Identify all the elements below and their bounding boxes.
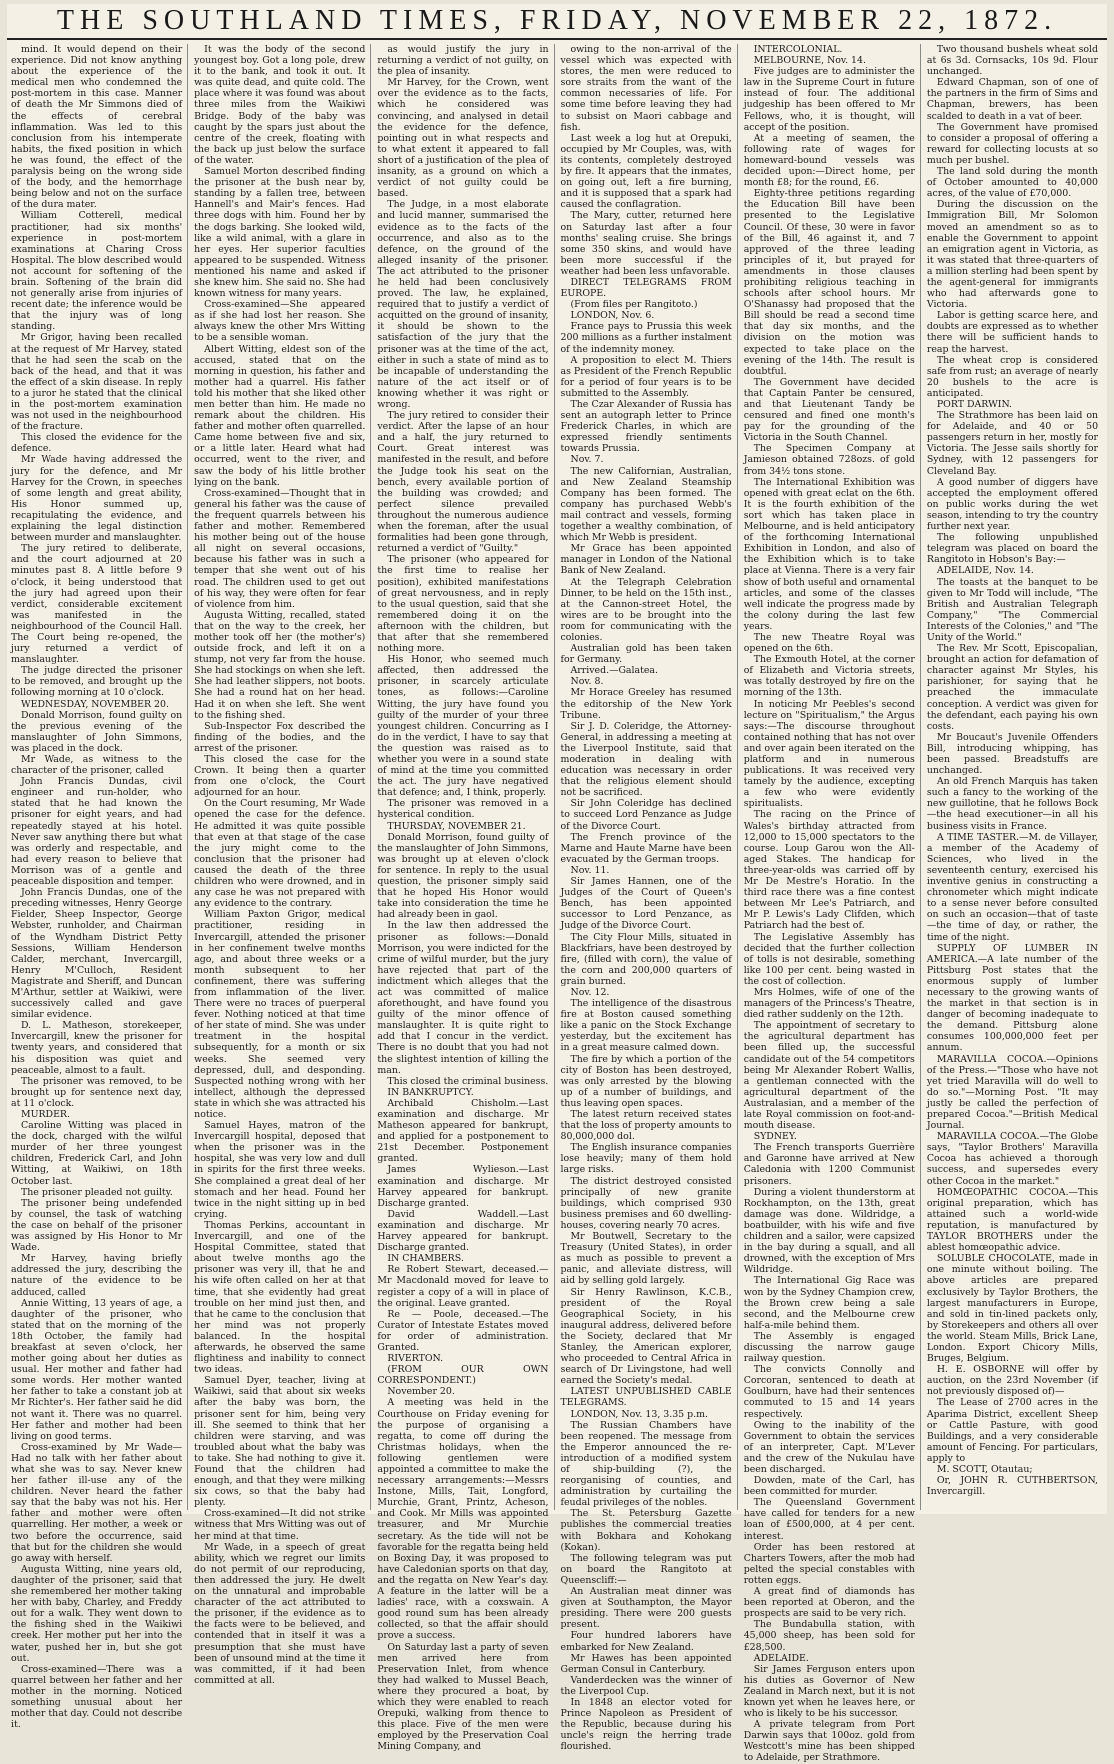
paragraph: Sir Henry Rawlinson, K.C.B., president of the Royal Geographical Society, in his inaugural address, delivered before the Society, declared that Mr Stanley, the American explorer, who proceeded to Central Africa in search of Dr Livingstone, had well earned the Society's medal. (560, 1286, 732, 1387)
paragraph: The following telegram was put on board the Rangitoto at Queenscliff:— (560, 1552, 732, 1586)
paragraph: M. SCOTT, Otautau; (936, 1464, 1033, 1475)
paragraph: The prisoner was removed in a hysterical condition. (377, 798, 549, 821)
paragraph: Nov. 11. (570, 864, 610, 876)
paragraph: On Saturday last a party of seven men arrived here from Preservation Inlet, from whence they had walked to Mussel Beach, where they procured a boat, by which they were enabled to reach Orepuki, walking from thence to this place. Five of the men were employed by the Preservation Coal Mining Company, and (377, 1641, 549, 1753)
paragraph: John Francis Dundas, civil engineer and run-holder, who stated that he had known the prisoner for eight years, and had repeatedly stayed at his hotel. Never saw anything there but what was orderly and respectable, and had every reason to believe that Morrison was of a gentle and peaceable disposition and temper. (11, 776, 183, 888)
paragraph: IN CHAMBERS. (387, 1253, 464, 1265)
paragraph: Five judges are to administer the law in the Supreme Court in future instead of four. The additional judgeship has been offered to Mr Fellows, who, it is thought, will accept of the position. (743, 66, 915, 133)
newspaper-page (7, 4, 1107, 1764)
paragraph: The wheat crop is considered safe from rust; an average of nearly 20 bushels to the acre is anticipated. (926, 354, 1099, 399)
column-2 (194, 44, 371, 1686)
paragraph: MURDER. (21, 1109, 70, 1120)
paragraph: James Wylieson.—Last examination and discharge. Mr Harvey appeared for bankrupt. Discharge granted. (377, 1164, 549, 1209)
paragraph: The Bundabulla station, with 45,000 sheep, has been sold for £28,500. (743, 1619, 915, 1653)
paragraph: During a violent thunderstorm at Rockhampton, on the 13th, great damage was done. Wildridge, a boatbuilder, with his wife and five children and a sailor, were capsized in the bay during a squall, and all drowned, with the exception of Mrs Wildridge. (743, 1186, 915, 1276)
paragraph: The prisoner (who appeared for the first time to realise her position), exhibited manifestations of great nervousness, and in reply to the usual question, said that she remembered doing it on the afternoon with the children, but that after that she remembered nothing more. (377, 554, 549, 655)
paragraph: The Russian Chambers have been reopened. The message from the Emperor announced the re-introduction of a modified system of ship-building (?), the reorganising of counties, and administration by curtailing the feudal privileges of the nobles. (560, 1419, 732, 1509)
paragraph: The Strathmore has been laid on for Adelaide, and 40 or 50 passengers return in her, mostly for Victoria. The Jesse sails shortly for Sydney, with 12 passengers for Cleveland Bay. (926, 410, 1099, 477)
paragraph: LATEST UNPUBLISHED CABLE TELEGRAMS. (560, 1386, 732, 1409)
paragraph: The Queensland Government have called for tenders for a new loan of £500,000, at 4 per cent. interest. (743, 1497, 915, 1542)
paragraph: The Specimen Company at Jamieson obtained 728ozs. of gold from 34½ tons stone. (743, 443, 915, 477)
paragraph: Mr Boutwell, Secretary to the Treasury (United States), in order as much as possible to prevent a panic, and alleviate distress, will aid by selling gold largely. (560, 1231, 732, 1287)
paragraph: In the law then addressed the prisoner as follows:—Donald Morrison, you were indicted for the crime of wilful murder, but the jury have rejected that part of the indictment which alleges that the act was committed of malice aforethought, and have found you guilty of the minor offence of manslaughter. It is quite right to add that I concur in the verdict. There is no doubt that you had not the slightest intention of killing the man. (377, 920, 549, 1076)
paragraph: Mr Wade, in a speech of great ability, which we regret our limits do not permit of our reproducing, then addressed the jury. He dwelt on the unnatural and improbable character of the act attributed to the prisoner, if the evidence as to the facts were to be believed, and contended that in itself it was a presumption that she must have been of unsound mind at the time it was committed, if it had been committed at all. (194, 1541, 366, 1686)
paragraph: LONDON, Nov. 6. (570, 310, 655, 322)
paragraph: Sir John Coleridge has declined to succeed Lord Penzance as Judge of the Divorce Court. (560, 798, 732, 832)
paragraph: The fire by which a portion of the city of Boston has been destroyed, was only arrested by the blowing up of a number of buildings, and thus leaving open spaces. (560, 1053, 732, 1109)
paragraph: The toasts at the banquet to be given to Mr Todd will include, "The British and Australian Telegraph Company," "The Commercial Interests of the Colonies," and "The Unity of the World." (926, 576, 1099, 643)
paragraph: Mr Boucaut's Juvenile Offenders Bill, introducing whipping, has been passed. Breadstuffs are unchanged. (926, 731, 1099, 777)
paragraph: Thomas Perkins, accountant in Invercargill, and one of the Hospital Committee, stated that about twelve months ago the prisoner was very ill, that he and his wife often called on her at that time, that she evidently had great trouble on her mind just then, and that he came to the conclusion that her mind was not properly balanced. In the hospital afterwards, he observed the same flightiness and inability to connect two ideas. (194, 1219, 366, 1376)
paragraph: A great find of diamonds has been reported at Oberon, and the prospects are said to be very rich. (743, 1586, 915, 1620)
paragraph: Mr Grace has been appointed manager in London of the National Bank of New Zealand. (560, 543, 732, 577)
paragraph: Sir James Ferguson enters upon his duties as Governor of New Zealand in March next, but it is not known yet when he leaves here, or who is likely to be his successor. (743, 1663, 915, 1720)
paragraph: An Australian meat dinner was given at Southampton, the Mayor presiding. There were 200 guests present. (560, 1586, 732, 1631)
paragraph: The convicts Connolly and Corcoran, sentenced to death at Goulburn, have had their sentences commuted to 15 and 14 years respectively. (743, 1364, 915, 1420)
column-6 (927, 44, 1103, 1510)
paragraph: MELBOURNE, Nov. 14. (753, 55, 866, 67)
paragraph: During the discussion on the Immigration Bill, Mr Solomon moved an amendment so as to enable the Government to appoint an emigration agent in Victoria, as it was stated that three-quarters of a million sterling had been spent by the agent-general for immigrants who had afterwards gone to Victoria. (926, 199, 1099, 311)
paragraph: Annie Witting, 13 years of age, a daughter of the prisoner, who stated that on the morning of the 18th October, the family had breakfast at seven o'clock, her mother going about her duties as usual. Her mother and father had some words. Her mother wanted her father to take a constant job at Mr Richter's. Her father said he did not want it. There was no quarrel. Her father and mother had been living on good terms. (11, 1297, 183, 1442)
paragraph: Mr Grigor, having been recalled at the request of Mr Harvey, stated that he had seen the scab on the back of the head, and that it was the effect of a skin disease. In reply to a juror he stated that the clinical in the post-mortem examination was not used in the neighbourhood of the fracture. (11, 332, 183, 433)
paragraph: William Cotterell, medical practitioner, had six months' experience in post-mortem examinations at Charing Cross Hospital. The blow described would not account for softening of the brain. Softening of the brain did not generally arise from injuries of recent date; the inference would be that the injury was of long standing. (11, 210, 183, 333)
paragraph: SYDNEY. (753, 1131, 797, 1143)
paragraph: LONDON, Nov. 13, 3.35 p.m. (570, 1408, 708, 1420)
paragraph: Re Robert Stewart, deceased.—Mr Macdonald moved for leave to register a copy of a will in place of the original. Leave granted. (377, 1264, 549, 1309)
paragraph: Or, JOHN R. CUTHBERTSON, Invercargill. (926, 1475, 1099, 1498)
paragraph: Donald Morrison, found guilty on the previous evening of the manslaughter of John Simmons, was placed in the dock. (11, 709, 183, 754)
paragraph: In noticing Mr Peebles's second lecture on "Spiritualism," the Argus says:—The discourse throughout contained nothing that has not over and over again been iterated on the platform and in numerous publications. It was received very tamely by the audience, excepting a few who were evidently spiritualists. (743, 698, 915, 810)
paragraph: SUPPLY OF LUMBER IN AMERICA.—A late number of the Pittsburg Post states that the enormous supply of lumber necessary to the growing wants of the market in that section is in danger of becoming inadequate to the demand. Pittsburg alone consumes 100,000,000 feet per annum. (926, 942, 1099, 1054)
paragraph: France pays to Prussia this week 200 millions as a further instalment of the indemnity money. (560, 321, 732, 355)
paragraph: Mr Horace Greeley has resumed the editorship of the New York Tribune. (560, 687, 732, 721)
paragraph: An old French Marquis has taken such a fancy to the working of the new guillotine, that he follows Bock—the head executioner—in all his business visits in France. (926, 776, 1099, 832)
columns (11, 44, 1103, 1764)
paragraph: The land sold during the month of October amounted to 40,000 acres, of the value of £70,000. (926, 166, 1099, 200)
paragraph: PORT DARWIN. (936, 399, 1013, 410)
paragraph: Cross-examined—There was a quarrel between her father and her mother in the morning. Noticed something unusual about her mother that day. Could not describe it. (11, 1663, 183, 1731)
paragraph: WEDNESDAY, NOVEMBER 20. (21, 698, 169, 710)
paragraph: RIVERTON. (387, 1353, 444, 1365)
paragraph: The Government have decided that Captain Panter be censured, and that Lieutenant Tandy be censured and fined one month's pay for the grounding of the Victoria in the South Channel. (743, 376, 915, 444)
paragraph: The International Gig Race was won by the Sydney Champion crew, the Brown crew being a sale second, and the Melbourne crew half-a-mile behind them. (743, 1275, 915, 1331)
paragraph: The Czar Alexander of Russia has sent an autograph letter to Prince Frederick Charles, in which are expressed friendly sentiments towards Prussia. (560, 399, 732, 455)
paragraph: Samuel Dyer, teacher, living at Waikiwi, said that about six weeks after the baby was born, the prisoner sent for him, being very ill. She seemed to think that her children were starving, and was troubled about what the baby was to take. She had nothing to give it. Found that the children had enough, and that they were milking six cows, so that the baby had plenty. (194, 1375, 366, 1509)
paragraph: The Exmouth Hotel, at the corner of Elizabeth and Victoria streets, was totally destroyed by fire on the morning of the 13th. (743, 654, 915, 699)
paragraph: John Francis Dundas, one of the preceding witnesses, Henry George Fielder, Sheep Inspector, George Webster, runholder, and Chairman of the Wyndham District Petty Sessions, William Henderson Calder, merchant, Invercargill, Henry M'Culloch, Resident Magistrate and Sheriff, and Duncan M'Arthur, settler at Waikiwi, were successively called and gave similar evidence. (11, 887, 183, 1021)
paragraph: The Mary, cutter, returned here on Saturday last after a four months' sealing cruise. She brings some 350 skins, and would have been more successful if the weather had been less unfavorable. (560, 210, 732, 277)
paragraph: The jury retired to deliberate, and the court adjourned at 20 minutes past 8. A little before 9 o'clock, it being understood that the jury had agreed upon their verdict, considerable excitement was manifested in the neighbourhood of the Council Hall. The Court being re-opened, the jury returned a verdict of manslaughter. (11, 543, 183, 666)
paragraph: The district destroyed consisted principally of new granite buildings, which comprised 930 business premises and 60 dwelling-houses, covering nearly 70 acres. (560, 1175, 732, 1231)
paragraph: ADELAIDE. (753, 1652, 809, 1664)
paragraph: Labor is getting scarce here, and doubts are expressed as to whether there will be sufficient hands to reap the harvest. (926, 310, 1099, 355)
paragraph: Augusta Witting, recalled, stated that on the way to the creek, her mother took off her (the mother's) outside frock, and left it on a stump, not very far from the house. She had stockings on when she left. She had leather slippers, not boots. She had a round hat on her head. Had it on when she left. She went to the fishing shed. (194, 609, 366, 721)
paragraph: Vanderdecken was the winner of the Liverpool Cup. (560, 1674, 732, 1697)
paragraph: The appointment of secretary to the agricultural department has been filled up, the successful candidate out of the 54 competitors being Mr Alexander Robert Wallis, a gentleman connected with the agricultural department of the Australasian, and a member of the late Royal commission on foot-and-mouth disease. (743, 1020, 915, 1132)
paragraph: The English insurance companies lose heavily; many of them hold large risks. (560, 1142, 732, 1176)
paragraph: Sub-Inspector Fox described the finding of the bodies, and the arrest of the prisoner. (194, 720, 366, 754)
paragraph: Re — Poole, deceased.—The Curator of Intestate Estates moved for order of administration. Granted. (377, 1308, 549, 1353)
paragraph: The Lease of 2700 acres in the Aparima District, excellent Sheep or Cattle Pasture, with good Buildings, and a very considerable amount of Fencing. For particulars, apply to (926, 1397, 1099, 1464)
paragraph: His Honor, who seemed much affected, then addressed the prisoner, in scarcely articulate tones, as follows:—Caroline Witting, the jury have found you guilty of the murder of your three youngest children. Concurring as I do in the verdict, I have to say that the question was raised as to whether you were in a sound state of mind at the time you committed the act. The jury have negatived that defence; and, I think, properly. (377, 654, 549, 799)
paragraph: The latest return received states that the loss of property amounts to 80,000,000 dol. (560, 1109, 732, 1143)
paragraph: Order has been restored at Charters Towers, after the mob had pelted the special constables with rotten eggs. (743, 1541, 915, 1586)
paragraph: Sir James Hannen, one of the Judges of the Court of Queen's Bench, has been appointed successor to Lord Penzance, as Judge of the Divorce Court. (560, 876, 732, 932)
paragraph: The new Californian, Australian, and New Zealand Steamship Company has been formed. The company has purchased Webb's mail contract and vessels, forming together a wealthy combination, of which Mr Webb is president. (560, 465, 732, 544)
paragraph: The following unpublished telegram was placed on board the Rangitoto in Hobson's Bay:— (926, 532, 1099, 566)
paragraph: Eighty-three petitions regarding the Education Bill have been presented to the Legislative Council. Of these, 30 were in favor of the Bill, 46 against it, and 7 approved of the three leading principles of it, but prayed for amendments in those clauses prohibiting religious teaching in schools after school hours. Mr O'Shanassy had proposed that the Bill should be read a second time that day six months, and the division on the motion was expected to take place on the evening of the 14th. The result is doubtful. (743, 188, 915, 377)
paragraph: The prisoner pleaded not guilty. (21, 1186, 173, 1198)
paragraph: November 20. (387, 1386, 455, 1398)
paragraph: Cross-examined—It did not strike witness that Mrs Witting was out of her mind at that time. (194, 1508, 366, 1542)
paragraph: Caroline Witting was placed in the dock, charged with the wilful murder of her three youngest children, Frederick Carl, and John Witting, at Waikiwi, on 18th October last. (11, 1120, 183, 1187)
paragraph: Edward Chapman, son of one of the partners in the firm of Sims and Chapman, brewers, has been scalded to death in a vat of beer. (926, 77, 1099, 122)
paragraph: Mr Harvey, for the Crown, went over the evidence as to the facts, which he considered was convincing, and analysed in detail the evidence for the defence, pointing out in what respects and to what extent it appeared to fall short of a justification of the plea of insanity, as a ground on which a verdict of not guilty could be based. (377, 77, 549, 200)
paragraph: Cross-examined by Mr Wade—Had no talk with her father about what she was to say. Never knew her father ill-use any of the children. Never heard the father say that the baby was not his. Her father and mother were often quarrelling. Her mother, a week or two before the occurrence, said that but for the children she would go away with herself. (11, 1441, 183, 1564)
paragraph: INTERCOLONIAL. (753, 44, 843, 55)
paragraph: Nov. 7. (570, 454, 604, 466)
paragraph: Donald Morrison, found guilty of the manslaughter of John Simmons, was brought up at eleven o'clock for sentence. In reply to the usual question, the prisoner simply said that he hoped His Honor would take into consideration the time he had already been in gaol. (377, 831, 549, 921)
paragraph: MARAVILLA COCOA.—Opinions of the Press.—"Those who have not yet tried Maravilla will do well to do so."—Morning Post. "It may justly be called the perfection of prepared Cocoa."—British Medical Journal. (926, 1053, 1099, 1132)
paragraph: mind. It would depend on their experience. Did not know anything about the experience of the medical men who condemned the post-mortem in this case. Manner of death the Mr Simmons died of the effects of cerebral inflammation. Was led to this conclusion from his intemperate habits, the fixed position in which he was found, the effect of the paralysis being on the wrong side of the body, and the hemorrhage being below and not on the surface of the dura mater. (11, 44, 183, 211)
paragraph: The City Flour Mills, situated in Blackfriars, have been destroyed by fire, (filled with corn), the value of the corn and 200,000 quarters of grain burned. (560, 931, 732, 987)
paragraph: Last week a log hut at Orepuki, occupied by Mr Couples, was, with its contents, completely destroyed by fire. It appears that the inmates, on going out, left a fire burning, and it is supposed that a spark had caused the conflagration. (560, 132, 732, 211)
paragraph: A TIME TASTER.—M. de Villayer, a member of the Academy of Sciences, who lived in the seventeenth century, exercised his inventive genius in constructing a chronometer which might indicate to a sense never before consulted on such an occasion—that of taste—the time of day, or rather, the time of the night. (926, 831, 1099, 943)
paragraph: Cross-examined—Thought that in general his father was the cause of the frequent quarrels between his father and mother. Remembered his mother being out of the house all night on several occasions, because his father was in such a temper that she went out of his road. The children used to get out of his way, they were often for fear of violence from him. (194, 487, 366, 610)
column-1 (11, 44, 188, 1731)
paragraph: Mrs Holmes, wife of one of the managers of the Princess's Theatre, died rather suddenly on the 12th. (743, 986, 915, 1021)
paragraph: Archibald Chisholm.—Last examination and discharge. Mr Matheson appeared for bankrupt, and applied for a postponement to 21st December. Postponement granted. (377, 1097, 549, 1165)
paragraph: IN BANKRUPTCY. (387, 1086, 474, 1098)
paragraph: The judge directed the prisoner to be removed, and brought up the following morning at 10 o'clock. (11, 665, 183, 699)
paragraph: This closed the case for the Crown. It being then a quarter from one o'clock, the Court adjourned for an hour. (194, 754, 366, 799)
paragraph: Nov. 12. (570, 986, 610, 998)
paragraph: The jury retired to consider their verdict. After the lapse of an hour and a half, the jury returned to Court. Great interest was manifested in the result, and before the Judge took his seat on the bench, every available portion of the building was crowded; and perfect silence prevailed throughout the numerous audience when the foreman, after the usual formalities had been gone through, returned a verdict of "Guilty." (377, 410, 549, 555)
paragraph: The St. Petersburg Gazette publishes the commercial treaties with Bokhara and Kohokang (Kokan). (560, 1508, 732, 1553)
paragraph: H. E. OSBORNE will offer by auction, on the 23rd November (if not previously disposed of)— (926, 1364, 1099, 1398)
paragraph: William Paxton Grigor, medical practitioner, residing in Invercargill, attended the prisoner in her confinement twelve months ago, and about three weeks or a month subsequent to her confinement, there was suffering from inflammation of the liver. There were no traces of puerperal fever. Nothing noticed at that time of her state of mind. She was under treatment in the hospital subsequently, for a month or six weeks. She seemed very depressed, dull, and desponding. Suspected nothing wrong with her intellect, although the depressed state in which she was attracted his notice. (194, 909, 366, 1120)
paragraph: ADELAIDE, Nov. 14. (936, 565, 1034, 577)
paragraph: David Waddell.—Last examination and discharge. Mr Harvey appeared for bankrupt. Discharge granted. (377, 1208, 549, 1254)
paragraph: (FROM OUR OWN CORRESPONDENT.) (377, 1364, 549, 1387)
paragraph: Arrived.—Galatea. (570, 665, 658, 677)
paragraph: The prisoner was removed, to be brought up for sentence next day, at 11 o'clock. (11, 1075, 183, 1109)
column-4 (560, 44, 738, 1753)
paragraph: Australian gold has been taken for Germany. (560, 643, 732, 666)
paragraph: It was the body of the second youngest boy. Got a long pole, drew it to the bank, and took it out. It was quite dead, and quite cold. The place where it was found was about three miles from the Waikiwi Bridge. Body of the baby was caught by the spars just about the centre of the creek, floating with the back up just below the surface of the water. (194, 44, 366, 166)
paragraph: Sir J. D. Coleridge, the Attorney-General, in addressing a meeting at the Liverpool Institute, said that moderation in dealing with education was necessary in order that the religious element should not be sacrificed. (560, 720, 732, 799)
paragraph: The French transports Guerrière and Garonne have arrived at New Caledonia with 1200 Communist prisoners. (743, 1142, 915, 1187)
paragraph: as would justify the jury in returning a verdict of not guilty, on the plea of insanity. (377, 44, 549, 78)
paragraph: The French province of the Marne and Haute Marne have been evacuated by the German troops. (560, 831, 732, 865)
paragraph: The Government have promised to consider a proposal of offering a reward for collecting locusts at so much per bushel. (926, 121, 1099, 166)
paragraph: A meeting was held in the Courthouse on Friday evening for the purpose of organising a regatta, to come off during the Christmas holidays, when the following gentlemen were appointed a committee to make the necessary arrangements:—Messrs Instone, Mills, Tait, Longford, Murchie, Grant, Printz, Acheson, and Cook. Mr Mills was appointed treasurer, and Mr Murchie secretary. As the tide will not be favorable for the regatta being held on Boxing Day, it was proposed to have Caledonian sports on that day, and the regatta on New Year's day. A feature in the latter will be a ladies' race, with a coxswain. A good round sum has been already collected, so that the affair should prove a success. (377, 1397, 549, 1642)
paragraph: Nov. 8. (570, 676, 604, 688)
paragraph: Cross-examined—She appeared as if she had lost her reason. She always knew the other Mrs Witting to be a sensible woman. (194, 299, 366, 344)
paragraph: Samuel Morton described finding the prisoner at the bush near by, standing by a fallen tree, between Hannell's and Mair's fences. Had three dogs with him. Found her by the dogs barking. She looked wild, like a wild animal, with a glare in her eyes. Her superior faculties appeared to be suspended. Witness mentioned his name and asked if she knew him. She said no. She had known witness for many years. (194, 166, 366, 300)
paragraph: A private telegram from Port Darwin says that 100oz. gold from Westcott's mine has been shipped to Adelaide, per Strathmore. (743, 1719, 915, 1764)
paragraph: D. L. Matheson, storekeeper, Invercargill, knew the prisoner for twenty years, and considered that his disposition was quiet and peaceable, almost to a fault. (11, 1020, 183, 1076)
paragraph: DIRECT TELEGRAMS FROM EUROPE. (560, 276, 732, 300)
paragraph: This closed the criminal business. (387, 1075, 549, 1087)
paragraph: On the Court resuming, Mr Wade opened the case for the defence. He admitted it was quite possible that even at that stage of the case the jury might come to the conclusion that the prisoner had caused the death of the three children who were drowned, and in any case he was not prepared with any evidence to the contrary. (194, 798, 366, 910)
paragraph: A good number of diggers have accepted the employment offered on public works during the wet season, intending to try the country further next year. (926, 476, 1099, 533)
paragraph: Mr Hawes has been appointed German Consul in Canterbury. (560, 1652, 732, 1675)
paragraph: HOMŒOPATHIC COCOA.—This original preparation, which has attained such a world-wide reputation, is manufactured by TAYLOR BROTHERS under the ablest homœopathic advice. (926, 1186, 1099, 1254)
paragraph: Owing to the inability of the Government to obtain the services of an interpreter, Capt. M'Lever and the crew of the Nukulau have been discharged. (743, 1419, 915, 1475)
paragraph: The Legislative Assembly has decided that the further collection of tolls is not desirable, something like 100 per cent. being wasted in the cost of collection. (743, 931, 915, 987)
paragraph: The International Exhibition was opened with great eclat on the 6th. It is the fourth exhibition of the sort which has taken place in Melbourne, and is held anticipatory of the forthcoming International Exhibition in London, and also of the Exhibition which is to take place at Vienna. There is a very fair show of both useful and ornamental articles, and some of the classes well indicate the progress made by the colony during the last few years. (743, 476, 915, 632)
paragraph: Mr Wade, as witness to the character of the prisoner, called (11, 754, 183, 777)
paragraph: Four hundred laborers have embarked for New Zealand. (560, 1630, 732, 1653)
paragraph: At a meeting of seamen, the following rate of wages for homeward-bound vessels was decided upon:—Direct home, per month £8; for the round, £6. (743, 132, 915, 189)
paragraph: Augusta Witting, nine years old, daughter of the prisoner, said that she remembered her mother taking her with baby, Charley, and Freddy out for a walk. They went down to the fishing shed in the Waikiwi creek. Her mother put her into the water, pushed her in, but she got out. (11, 1563, 183, 1664)
paragraph: At the Telegraph Celebration Dinner, to be held on the 15th inst., at the Cannon-street Hotel, the wires are to be brought into the room for communicating with the colonies. (560, 576, 732, 643)
paragraph: THURSDAY, NOVEMBER 21. (387, 820, 526, 832)
paragraph: Two thousand bushels wheat sold at 6s 3d. Cornsacks, 10s 9d. Flour unchanged. (926, 44, 1099, 78)
paragraph: The prisoner being undefended by counsel, the task of watching the case on behalf of the prisoner was assigned by His Honor to Mr Wade. (11, 1197, 183, 1254)
column-5 (743, 44, 921, 1764)
paragraph: Mr Harvey, having briefly addressed the jury, describing the nature of the evidence to be adduced, called (11, 1253, 183, 1298)
paragraph: The Assembly is engaged discussing the narrow gauge railway question. (743, 1330, 915, 1365)
paragraph: The new Theatre Royal was opened on the 6th. (743, 631, 915, 655)
paragraph: SOLUBLE CHOCOLATE, made in one minute without boiling. The above articles are prepared exclusively by Taylor Brothers, the largest manufacturers in Europe, and sold in tin-lined packets only, by Storekeepers and others all over the world. Steam Mills, Brick Lane, London. Export Chicory Mills, Bruges, Belgium. (926, 1253, 1099, 1365)
paragraph: A proposition to elect M. Thiers as President of the French Republic for a period of four years is to be submitted to the Assembly. (560, 354, 732, 399)
paragraph: The racing on the Prince of Wales's birthday attracted from 12,000 to 15,000 spectators to the course. Loup Garou won the All-aged Stakes. The handicap for three-year-olds was carried off by Mr De Mestre's Horatio. In the third race there was a fine contest between Mr Lee's Patriarch, and Mr P. Lewis's Lady Clifden, which Patriarch had the best of. (743, 809, 915, 932)
paragraph: Samuel Hayes, matron of the Invercargill hospital, deposed that when the prisoner was in the hospital, she was very low and dull in spirits for the first three weeks. She complained a great deal of her stomach and her head. Found her twice in the night sitting up in bed crying. (194, 1120, 366, 1220)
paragraph: The Judge, in a most elaborate and lucid manner, summarised the evidence as to the facts of the occurrence, and also as to the defence, on the ground of the alleged insanity of the prisoner. The act attributed to the prisoner he held had been conclusively proved. The law, he explained, required that to justify a verdict of acquitted on the ground of insanity, it should be shown to the satisfaction of the jury that the prisoner was at the time of the act, either in such a state of mind as to be incapable of understanding the nature of the act itself or of knowing whether it was right or wrong. (377, 199, 549, 410)
paragraph: This closed the evidence for the defence. (11, 432, 183, 455)
paragraph: The intelligence of the disastrous fire at Boston caused something like a panic on the Stock Exchange yesterday, but the excitement has in a great measure calmed down. (560, 998, 732, 1054)
paragraph: Albert Witting, eldest son of the accused, stated that on the morning in question, his father and mother had a quarrel. His father told his mother that she liked other men better than him. He made no remark about the children. His father and mother often quarrelled. Came home between five and six, or a little later. Heard what had occurred, went to the river, and saw the body of his little brother lying on the bank. (194, 343, 366, 488)
masthead: THE SOUTHLAND TIMES, FRIDAY, NOVEMBER 22, 1872. (7, 4, 1107, 40)
paragraph: The Rev. Mr Scott, Episcopalian, brought an action for defamation of character against Mr Styles, his parishioner, for saying that he preached the immaculate conception. A verdict was given for the defendant, each paying his own costs. (926, 643, 1099, 732)
paragraph: Mr Wade having addressed the jury for the defence, and Mr Harvey for the Crown, in speeches of some length and great ability, His Honor summed up, recapitulating the evidence, and explaining the legal distinction between murder and manslaughter. (11, 454, 183, 544)
paragraph: owing to the non-arrival of the vessel which was expected with stores, the men were reduced to sore straits from the want of the common necessaries of life. For some time before leaving they had to subsist on Maori cabbage and fish. (560, 44, 732, 133)
column-3 (377, 44, 554, 1753)
paragraph: MARAVILLA COCOA.—The Globe says, "Taylor Brothers' Maravilla Cocoa has achieved a thorough success, and supersedes every other Cocoa in the market." (926, 1131, 1099, 1187)
paragraph: In 1848 an elector voted for Prince Napoleon as President of the Republic, because during his uncle's reign the herring trade flourished. (560, 1696, 732, 1753)
paragraph: (From files per Rangitoto.) (570, 299, 698, 311)
paragraph: Dowden, mate of the Carl, has been committed for murder. (743, 1475, 915, 1498)
